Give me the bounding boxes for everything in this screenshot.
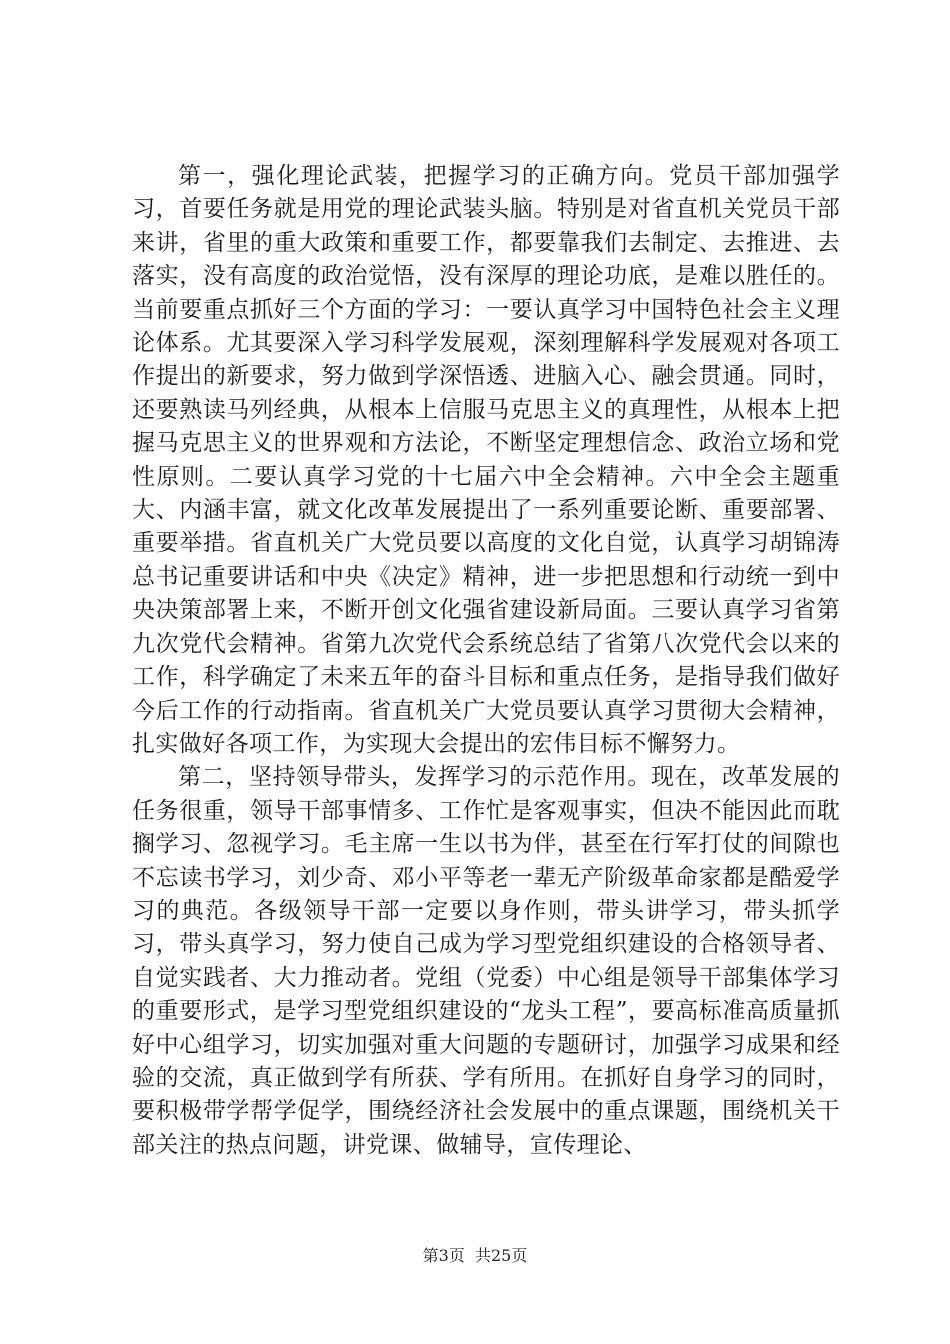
document-body — [132, 160, 840, 1162]
paragraph-2: 第二，坚持领导带头，发挥学习的示范作用。现在，改革发展的任务很重，领导干部事情多、工作忙是客观事实，但决不能因此而耽搁学习、忽视学习。毛主席一生以书为伴，甚至在行军打仗的间隙也不忘读书学习，刘少奇、邓小平等老一辈无产阶级革命家都是酷爱学习的典范。各级领导干部一定要以身作则，带头讲学习，带头抓学习，带头真学习，努力使自己成为学习型党组织建设的合格领导者、自觉实践者、大力推动者。党组（党委）中心组是领导干部集体学习的重要形式，是学习型党组织建设的“龙头工程”，要高标准高质量抓好中心组学习，切实加强对重大问题的专题研讨，加强学习成果和经验的交流，真正做到学有所获、学有所用。在抓好自身学习的同时，要积极带学帮学促学，围绕经济社会发展中的重点课题，围绕机关干部关注的热点问题，讲党课、做辅导，宣传理论、 — [132, 764, 840, 1158]
page-number: 第3页 共25页 — [422, 1246, 528, 1265]
paragraph-1: 第一，强化理论武装，把握学习的正确方向。党员干部加强学习，首要任务就是用党的理论武装头脑。特别是对省直机关党员干部来讲，省里的重大政策和重要工作，都要靠我们去制定、去推进、去落实，没有高度的政治觉悟，没有深厚的理论功底，是难以胜任的。当前要重点抓好三个方面的学习：一要认真学习中国特色社会主义理论体系。尤其要深入学习科学发展观，深刻理解科学发展观对各项工作提出的新要求，努力做到学深悟透、进脑入心、融会贯通。同时，还要熟读马列经典，从根本上信服马克思主义的真理性，从根本上把握马克思主义的世界观和方法论，不断坚定理想信念、政治立场和党性原则。二要认真学习党的十七届六中全会精神。六中全会主题重大、内涵丰富，就文化改革发展提出了一系列重要论断、重要部署、重要举措。省直机关广大党员要以高度的文化自觉，认真学习胡锦涛总书记重要讲话和中央《决定》精神，进一步把思想和行动统一到中央决策部署上来，不断开创文化强省建设新局面。三要认真学习省第九次党代会精神。省第九次党代会系统总结了省第八次党代会以来的工作，科学确定了未来五年的奋斗目标和重点任务，是指导我们做好今后工作的行动指南。省直机关广大党员要认真学习贯彻大会精神，扎实做好各项工作，为实现大会提出的宏伟目标不懈努力。 — [132, 163, 840, 757]
page-footer — [0, 1243, 950, 1266]
